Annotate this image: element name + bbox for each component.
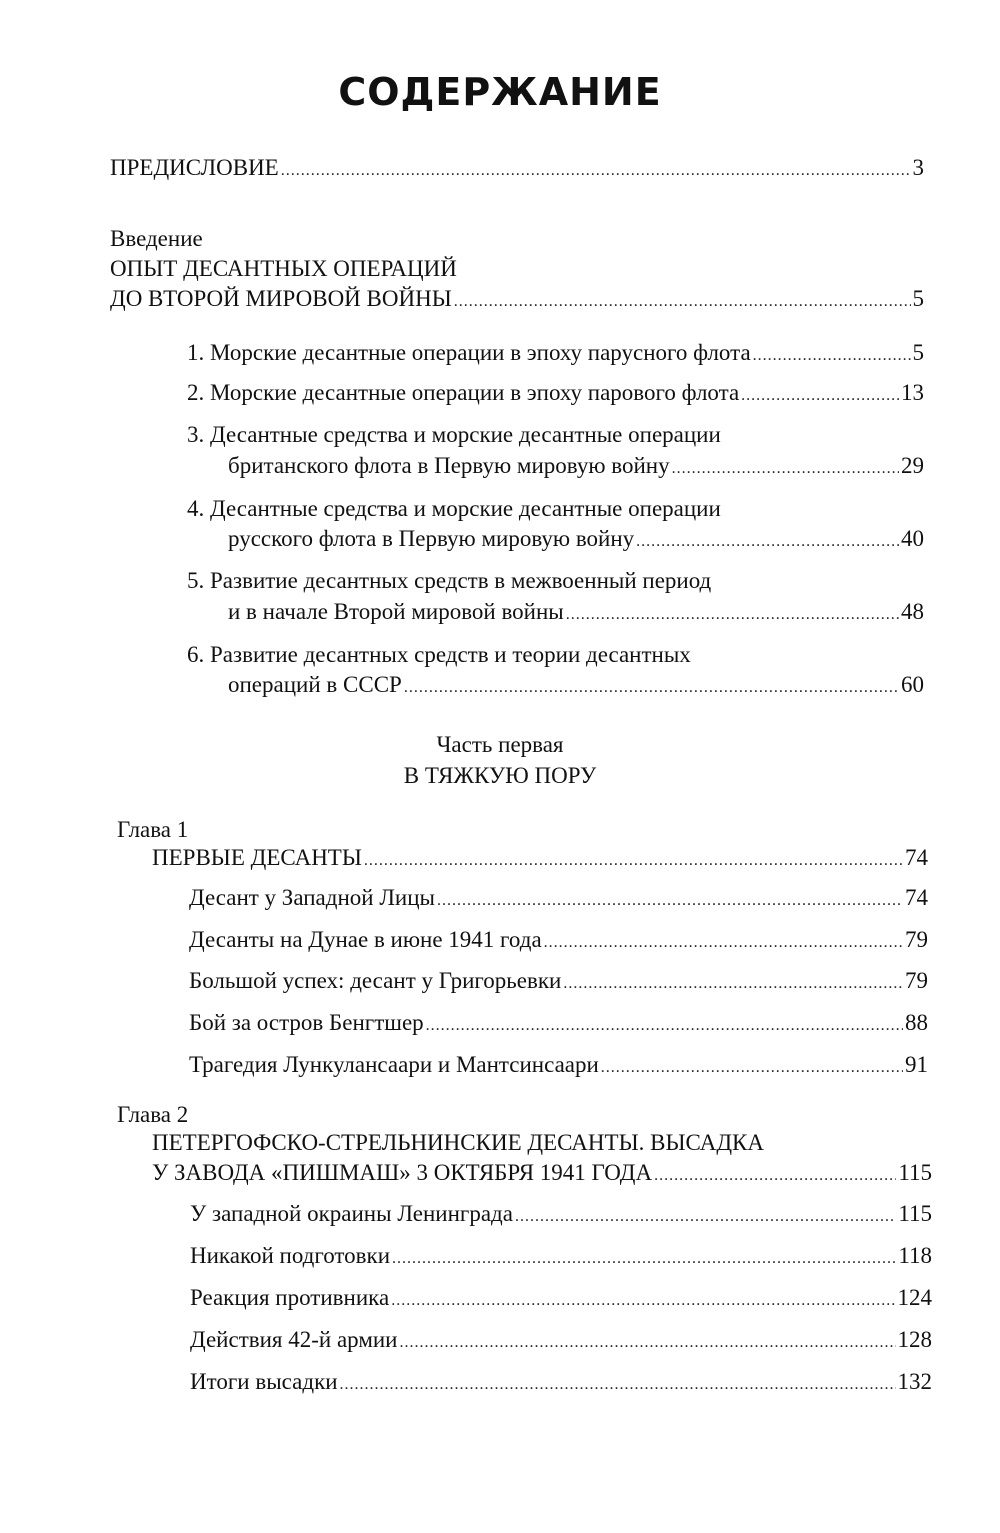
dot-leader bbox=[426, 1011, 903, 1041]
toc-page-number: 13 bbox=[901, 380, 924, 405]
toc-entry-chapter2-4[interactable] bbox=[190, 1325, 932, 1358]
toc-entry-chapter1-5[interactable] bbox=[189, 1050, 928, 1083]
toc-page-number: 74 bbox=[905, 845, 928, 870]
toc-entry-text: Итоги высадки bbox=[190, 1369, 338, 1394]
toc-entry-text: Десанты на Дунае в июне 1941 года bbox=[189, 927, 542, 952]
dot-leader bbox=[392, 1244, 896, 1274]
toc-page-number: 60 bbox=[901, 672, 924, 697]
toc-entry-intro-5-line1: 5. Развитие десантных средств в межвоенный период bbox=[187, 568, 712, 593]
chapter1-label: Глава 1 bbox=[117, 817, 189, 842]
toc-entry-text: операций в СССР bbox=[228, 672, 402, 697]
toc-page-number: 29 bbox=[901, 453, 924, 478]
toc-entry-chapter2-5[interactable] bbox=[190, 1367, 932, 1400]
toc-entry-text: Десант у Западной Лицы bbox=[189, 885, 435, 910]
dot-leader bbox=[391, 1286, 895, 1316]
dot-leader bbox=[654, 1161, 896, 1191]
dot-leader bbox=[563, 969, 903, 999]
toc-entry-chapter1-1[interactable] bbox=[189, 883, 928, 916]
toc-entry-text: русского флота в Первую мировую войну bbox=[228, 526, 635, 551]
toc-entry-intro-4[interactable] bbox=[228, 524, 924, 557]
toc-entry-intro-5[interactable] bbox=[228, 597, 924, 630]
toc-entry-chapter1-3[interactable] bbox=[189, 966, 928, 999]
dot-leader bbox=[636, 527, 899, 557]
toc-entry-text: Действия 42-й армии bbox=[190, 1327, 398, 1352]
toc-entry-text: Трагедия Лункулансаари и Мантсинсаари bbox=[189, 1052, 599, 1077]
toc-entry-text: У ЗАВОДА «ПИШМАШ» 3 ОКТЯБРЯ 1941 ГОДА bbox=[152, 1160, 653, 1185]
toc-page-number: 124 bbox=[897, 1285, 932, 1310]
toc-entry-intro-3[interactable] bbox=[228, 451, 924, 484]
toc-entry-preface[interactable] bbox=[110, 153, 924, 186]
dot-leader bbox=[364, 846, 903, 876]
toc-entry-intro-3-line1: 3. Десантные средства и морские десантные операции bbox=[187, 422, 721, 447]
toc-entry-intro-6[interactable] bbox=[228, 670, 924, 703]
dot-leader bbox=[544, 928, 903, 958]
toc-entry-chapter1-2[interactable] bbox=[189, 925, 928, 958]
toc-entry-intro-6-line1: 6. Развитие десантных средств и теории десантных bbox=[187, 642, 691, 667]
dot-leader bbox=[281, 156, 911, 186]
toc-page-number: 88 bbox=[905, 1010, 928, 1035]
toc-entry-text: ПЕРВЫЕ ДЕСАНТЫ bbox=[152, 845, 362, 870]
toc-entry-text: 2. Морские десантные операции в эпоху парового флота bbox=[187, 380, 740, 405]
toc-entry-text: 1. Морские десантные операции в эпоху парусного флота bbox=[187, 340, 751, 365]
toc-page-number: 79 bbox=[905, 927, 928, 952]
toc-entry-intro-1[interactable] bbox=[187, 338, 924, 371]
toc-page-number: 40 bbox=[901, 526, 924, 551]
toc-page-number: 5 bbox=[912, 286, 924, 311]
toc-page-number: 91 bbox=[905, 1052, 928, 1077]
toc-page-number: 115 bbox=[898, 1160, 932, 1185]
toc-entry-intro[interactable] bbox=[110, 284, 924, 317]
toc-entry-text: британского флота в Первую мировую войну bbox=[228, 453, 670, 478]
toc-page-number: 5 bbox=[912, 340, 924, 365]
page-title: СОДЕРЖАНИЕ bbox=[338, 70, 662, 114]
toc-entry-chapter2-2[interactable] bbox=[190, 1241, 932, 1274]
dot-leader bbox=[753, 341, 911, 371]
toc-page-number: 128 bbox=[897, 1327, 932, 1352]
toc-entry-chapter2[interactable] bbox=[152, 1158, 932, 1191]
toc-entry-intro-2[interactable] bbox=[187, 378, 924, 411]
toc-entry-text: Реакция противника bbox=[190, 1285, 390, 1310]
dot-leader bbox=[437, 886, 903, 916]
toc-entry-chapter2-1[interactable] bbox=[190, 1199, 932, 1232]
dot-leader bbox=[601, 1053, 903, 1083]
dot-leader bbox=[400, 1328, 896, 1358]
toc-page-number: 79 bbox=[905, 968, 928, 993]
toc-page-number: 118 bbox=[898, 1243, 932, 1268]
toc-entry-chapter1-4[interactable] bbox=[189, 1008, 928, 1041]
toc-entry-text: Бой за остров Бенгтшер bbox=[189, 1010, 424, 1035]
intro-label: Введение bbox=[110, 226, 203, 251]
toc-entry-chapter2-3[interactable] bbox=[190, 1283, 932, 1316]
toc-page-number: 3 bbox=[912, 155, 924, 180]
intro-title-line1: ОПЫТ ДЕСАНТНЫХ ОПЕРАЦИЙ bbox=[110, 256, 457, 281]
part-label: Часть первая bbox=[436, 732, 564, 757]
toc-entry-intro-4-line1: 4. Десантные средства и морские десантные операции bbox=[187, 496, 721, 521]
dot-leader bbox=[672, 454, 899, 484]
dot-leader bbox=[454, 287, 911, 317]
dot-leader bbox=[515, 1202, 896, 1232]
toc-entry-text: Никакой подготовки bbox=[190, 1243, 391, 1268]
dot-leader bbox=[566, 600, 899, 630]
toc-page-number: 74 bbox=[905, 885, 928, 910]
toc-entry-text: и в начале Второй мировой войны bbox=[228, 599, 564, 624]
toc-page-number: 48 bbox=[901, 599, 924, 624]
chapter2-title-line1: ПЕТЕРГОФСКО-СТРЕЛЬНИНСКИЕ ДЕСАНТЫ. ВЫСАДКА bbox=[152, 1130, 764, 1155]
toc-entry-chapter1[interactable] bbox=[152, 843, 928, 876]
chapter2-label: Глава 2 bbox=[117, 1102, 189, 1127]
toc-entry-text: ПРЕДИСЛОВИЕ bbox=[110, 155, 279, 180]
dot-leader bbox=[340, 1370, 896, 1400]
toc-entry-text: ДО ВТОРОЙ МИРОВОЙ ВОЙНЫ bbox=[110, 286, 452, 311]
toc-page-number: 115 bbox=[898, 1201, 932, 1226]
toc-page-number: 132 bbox=[897, 1369, 932, 1394]
dot-leader bbox=[741, 381, 899, 411]
dot-leader bbox=[404, 673, 899, 703]
part-title: В ТЯЖКУЮ ПОРУ bbox=[403, 763, 597, 788]
toc-entry-text: Большой успех: десант у Григорьевки bbox=[189, 968, 562, 993]
toc-entry-text: У западной окраины Ленинграда bbox=[190, 1201, 513, 1226]
